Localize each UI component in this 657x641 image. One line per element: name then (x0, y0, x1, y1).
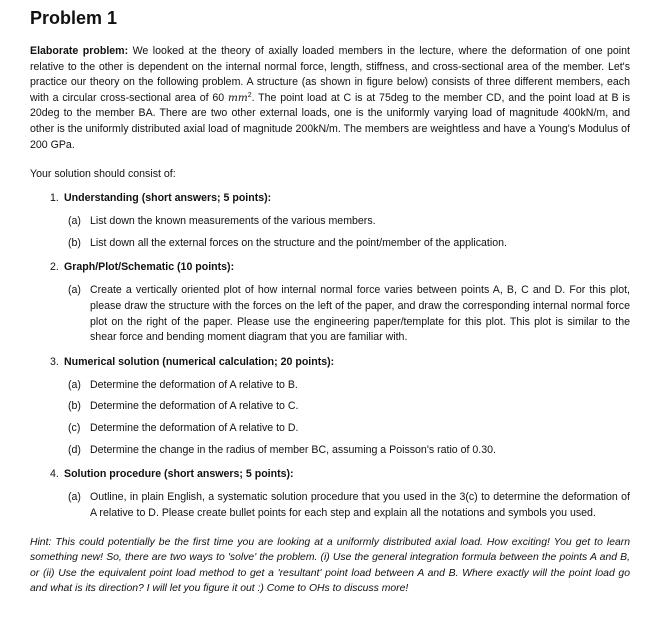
problem-statement (30, 44, 630, 153)
sub-item-list (30, 283, 630, 345)
section-title: Numerical solution (numerical calculation; 20 points): (64, 355, 335, 368)
sub-item-list (30, 214, 630, 251)
item-text: Determine the deformation of A relative to C. (90, 400, 299, 413)
section-title: Graph/Plot/Schematic (10 points): (64, 261, 235, 274)
section-number: 1. (50, 192, 59, 205)
problem-text-b: . The point load at C is at 75deg to the member CD, and the point load at B is 20deg to the member BA. There are two other external loads, one is the uniformly varying load of magnitude 400kN/m, and other is the uniformly distributed axial load of magnitude 200kN/m. The members are weightless and have a Young's Modulus of 200 GPa. (30, 91, 630, 151)
item-label: (a) (68, 491, 81, 504)
item-label: (a) (68, 378, 81, 391)
sub-item-list (30, 490, 630, 521)
section-understanding (30, 191, 630, 251)
list-item (68, 443, 630, 459)
item-label: (b) (68, 400, 81, 413)
section-graph (30, 260, 630, 345)
section-numerical (30, 355, 630, 458)
list-item (68, 490, 630, 521)
list-item (68, 399, 630, 415)
item-label: (d) (68, 443, 81, 456)
area-unit: mm (228, 91, 248, 104)
item-text: Outline, in plain English, a systematic solution procedure that you used in the 3(c) to determine the deformation of A relative to D. Please create bullet points for each step and explain all the notations and symbols you used. (90, 491, 630, 519)
item-text: Create a vertically oriented plot of how internal normal force varies between points A, B, C and D. For this plot, please draw the structure with the forces on the left of the paper, and draw the corresponding internal normal force plot on the right of the paper. Please use the engineering paper/template for this plot. This plot is similar to the shear force and bending moment diagram that you are familiar with. (90, 284, 630, 344)
item-label: (a) (68, 284, 81, 297)
section-number: 4. (50, 468, 59, 481)
list-item (68, 283, 630, 345)
item-label: (c) (68, 421, 81, 434)
section-heading (50, 191, 630, 206)
item-text: List down all the external forces on the structure and the point/member of the application. (90, 236, 507, 249)
item-text: Determine the change in the radius of member BC, assuming a Poisson's ratio of 0.30. (90, 443, 496, 456)
sub-item-list (30, 378, 630, 458)
item-text: Determine the deformation of A relative to D. (90, 421, 299, 434)
section-heading (50, 260, 630, 275)
section-number: 2. (50, 261, 59, 274)
item-label: (b) (68, 236, 81, 249)
hint-note: Hint: This could potentially be the first time you are looking at a uniformly distributed axial load. How exciting! You get to learn something new! So, there are two ways to 'solve' the problem. (i) Use the general integration formula between the points A and B, or (ii) Use the equivalent point load method to get a 'resultant' point load between A and B. Where exactly will the point load go and what is its direction? I will let you figure it out :) Come to OHs to discuss more! (30, 537, 630, 594)
item-text: Determine the deformation of A relative to B. (90, 378, 298, 391)
section-procedure (30, 467, 630, 521)
list-item (68, 378, 630, 394)
list-item (68, 236, 630, 252)
document-page (30, 6, 630, 596)
item-label: (a) (68, 215, 81, 228)
area-unit-exponent: 2 (247, 91, 252, 99)
item-text: List down the known measurements of the various members. (90, 215, 376, 228)
section-list (30, 191, 630, 521)
list-item (68, 421, 630, 437)
section-heading (50, 467, 630, 482)
section-title: Understanding (short answers; 5 points): (64, 192, 272, 205)
page-title: Problem 1 (30, 8, 118, 28)
section-heading (50, 355, 630, 370)
problem-lead: Elaborate problem: (30, 45, 129, 57)
problem-text-a: We looked at the theory of axially loaded members in the lecture, where the deformation of one point relative to the other is dependent on the internal normal force, length, stiffness, and cross-sectional area of the member. Let's practice our theory on the following problem. A structure (as shown in figure below) consists of three different members, each with a circular cross-sectional area of 60 (30, 45, 630, 104)
solution-lead: Your solution should consist of: (30, 168, 176, 181)
list-item (68, 214, 630, 230)
section-number: 3. (50, 355, 59, 368)
section-title: Solution procedure (short answers; 5 points): (64, 468, 294, 481)
